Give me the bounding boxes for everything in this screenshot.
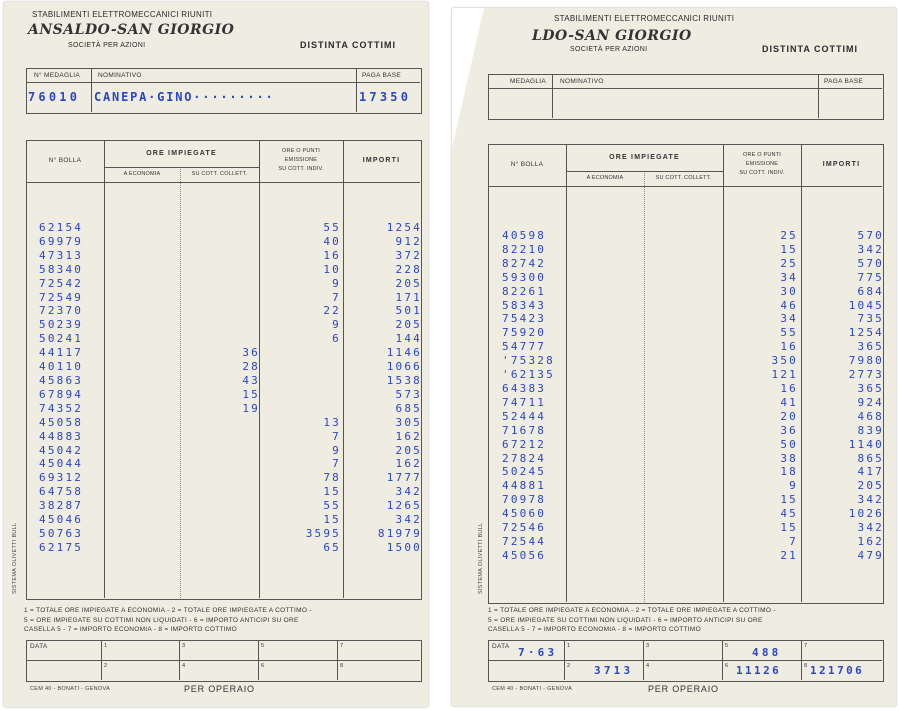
- importo-value: 1140: [848, 437, 884, 451]
- collett-hours: 19: [242, 401, 260, 415]
- left-document-sheet: [4, 2, 428, 707]
- indiv-points: 18: [780, 465, 798, 479]
- collett-hours: [242, 263, 260, 277]
- bolla-number: 82742: [502, 256, 547, 270]
- nominativo-label: NOMINATIVO: [98, 72, 142, 79]
- importo-value: 1265: [386, 499, 422, 513]
- importo-value: 912: [395, 234, 422, 248]
- bolla-number: 45863: [39, 373, 84, 387]
- medaglia-label-right: MEDAGLIA: [510, 78, 546, 85]
- indiv-points: 15: [323, 513, 341, 527]
- box-number-7: 7: [340, 643, 344, 649]
- box-number-3: 3: [182, 643, 186, 649]
- importo-value: 1500: [386, 540, 422, 554]
- collett-hours: [242, 541, 260, 555]
- data-label-right: DATA: [492, 643, 510, 650]
- importi-header: IMPORTI: [362, 157, 401, 164]
- bolla-number: 82261: [502, 284, 547, 298]
- bolla-number: '62135: [502, 368, 555, 382]
- bolla-number: 72542: [39, 276, 84, 290]
- indiv-points: 7: [332, 290, 341, 304]
- bolla-number: 58343: [502, 298, 547, 312]
- bolla-number: 45044: [39, 457, 84, 471]
- bolla-number: 82210: [502, 242, 547, 256]
- collett-hours: [242, 318, 260, 332]
- left-bolla-column: [39, 221, 83, 555]
- bolla-number: 52444: [502, 409, 547, 423]
- importo-value: 81979: [377, 526, 422, 540]
- box-number-4-right: 4: [646, 663, 650, 669]
- bolla-number: '75328: [502, 354, 555, 368]
- collett-hours: [242, 304, 260, 318]
- box-number-8: 8: [340, 663, 344, 669]
- bolla-number: 71678: [502, 423, 547, 437]
- bolla-number: 67212: [502, 437, 547, 451]
- indiv-points: 25: [780, 229, 798, 242]
- company-header-right: STABILIMENTI ELETTROMECCANICI RIUNITI: [554, 14, 735, 23]
- indiv-points: 50: [780, 437, 798, 451]
- indiv-points: 9: [332, 318, 341, 332]
- bolla-number: 74352: [39, 401, 84, 415]
- indiv-points: 15: [780, 242, 798, 256]
- indiv-points: [306, 402, 341, 416]
- indiv-points: 20: [780, 409, 798, 423]
- right-document-sheet: [452, 8, 896, 706]
- bolla-number: 45042: [39, 443, 84, 457]
- bolla-number: 50763: [39, 526, 84, 540]
- bolla-number: 40598: [502, 229, 547, 242]
- collett-hours: [242, 513, 260, 527]
- indiv-points: 36: [780, 423, 798, 437]
- right-indiv-column: [772, 229, 798, 563]
- bolla-number: 70978: [502, 493, 547, 507]
- right-bolla-column: [502, 229, 555, 563]
- indiv-points: 121: [771, 368, 798, 382]
- box5-value: 488: [752, 646, 782, 659]
- indiv-points: 34: [780, 270, 798, 284]
- indiv-points: 45: [780, 507, 798, 521]
- importo-value: 570: [857, 256, 884, 270]
- bolla-number: 45056: [502, 548, 547, 562]
- indiv-points: 16: [780, 381, 798, 395]
- legend-right: [488, 606, 776, 635]
- bolla-number: 69312: [39, 471, 84, 485]
- indiv-points: 7: [332, 457, 341, 471]
- collett-hours: [242, 485, 260, 499]
- totals-box: [26, 640, 422, 682]
- importo-value: 924: [857, 395, 884, 409]
- ore-punti-header-right-1: ORE O PUNTI: [743, 152, 781, 158]
- collett-hours: [242, 471, 260, 485]
- indiv-points: 21: [780, 548, 798, 562]
- indiv-points: [306, 346, 341, 360]
- company-logo: ANSALDO-SAN GIORGIO: [28, 22, 235, 38]
- indiv-points: 40: [323, 234, 341, 248]
- bolla-number: 72549: [39, 290, 84, 304]
- side-label: SISTEMA OLIVETTI BULL: [12, 522, 18, 594]
- bolla-number: 69979: [39, 234, 84, 248]
- a-economia-header-right: A ECONOMIA: [586, 175, 624, 181]
- bolla-number: 72546: [502, 521, 547, 535]
- indiv-points: [306, 360, 341, 374]
- bolla-number: 50245: [502, 465, 547, 479]
- indiv-points: 7: [789, 534, 798, 548]
- company-type: SOCIETÀ PER AZIONI: [68, 42, 146, 49]
- indiv-points: 65: [323, 540, 341, 554]
- legend: [24, 606, 312, 635]
- indiv-points: 6: [332, 332, 341, 346]
- ore-punti-header-2: EMISSIONE: [284, 157, 318, 163]
- legend-line-2: 5 = ORE IMPIEGATE SU COTTIMI NON LIQUIDATI - 6 = IMPORTO ANTICIPI SU ORE: [24, 616, 299, 624]
- bolla-number: 64758: [39, 485, 84, 499]
- importo-value: 365: [857, 340, 884, 354]
- importo-value: 205: [395, 318, 422, 332]
- footer-code: CEM 40 - BONATI - GENOVA: [30, 686, 111, 692]
- side-label-right: SISTEMA OLIVETTI BULL: [478, 522, 484, 594]
- ore-punti-header-3: SU COTT. INDIV.: [278, 166, 324, 172]
- ore-punti-header-right-3: SU COTT. INDIV.: [739, 170, 785, 176]
- ore-punti-header-1: ORE O PUNTI: [282, 148, 320, 154]
- bolla-number: 50239: [39, 318, 84, 332]
- collett-hours: [242, 291, 260, 305]
- importo-value: 1777: [386, 471, 422, 485]
- importo-value: 205: [395, 276, 422, 290]
- collett-hours: [242, 444, 260, 458]
- collett-hours: 36: [242, 346, 260, 360]
- collett-hours: [242, 457, 260, 471]
- importo-value: 1026: [848, 507, 884, 521]
- importo-value: 7980: [848, 354, 884, 368]
- su-cott-collett-header-right: SU COTT. COLLETT.: [655, 175, 712, 181]
- indiv-points: 55: [323, 499, 341, 513]
- ore-impiegate-header-right: ORE IMPIEGATE: [609, 154, 680, 161]
- bolla-number: 62175: [39, 540, 84, 554]
- box-number-4: 4: [182, 663, 186, 669]
- collett-hours: [242, 221, 260, 235]
- importo-value: 144: [395, 332, 422, 346]
- importo-value: 1146: [386, 346, 422, 360]
- paga-base-label: PAGA BASE: [362, 72, 402, 79]
- importo-value: 775: [857, 270, 884, 284]
- indiv-points: 7: [332, 429, 341, 443]
- bolla-number: 72370: [39, 304, 84, 318]
- indiv-points: 55: [323, 221, 341, 234]
- bolla-number: 45058: [39, 415, 84, 429]
- box-number-1-right: 1: [567, 643, 571, 649]
- box-number-2: 2: [104, 663, 108, 669]
- importo-value: 735: [857, 312, 884, 326]
- indiv-points: 3595: [305, 526, 341, 540]
- footer-code-right: CEM 40 - BONATI - GENOVA: [492, 686, 573, 692]
- bolla-number: 75423: [502, 312, 547, 326]
- right-importi-column: [849, 229, 884, 563]
- medaglia-value: 76010: [28, 90, 81, 104]
- importo-value: 479: [857, 548, 884, 562]
- indiv-points: 22: [323, 304, 341, 318]
- left-collett-column: [242, 221, 260, 555]
- su-cott-collett-header: SU COTT. COLLETT.: [191, 171, 248, 177]
- data-label: DATA: [30, 643, 48, 650]
- importi-header-right: IMPORTI: [822, 161, 861, 168]
- importo-value: 372: [395, 248, 422, 262]
- collett-hours: [242, 527, 260, 541]
- box-number-5: 5: [261, 643, 265, 649]
- indiv-points: 15: [780, 521, 798, 535]
- importo-value: 342: [857, 242, 884, 256]
- company-header: STABILIMENTI ELETTROMECCANICI RIUNITI: [32, 10, 213, 19]
- collett-hours: 43: [242, 373, 260, 387]
- indiv-points: 350: [771, 354, 798, 368]
- collett-hours: [242, 430, 260, 444]
- indiv-points: 15: [323, 485, 341, 499]
- date-value: 7·63: [518, 646, 558, 659]
- bolla-number: 38287: [39, 499, 84, 513]
- importo-value: 1254: [386, 221, 422, 234]
- importo-value: 162: [395, 429, 422, 443]
- importo-value: 171: [395, 290, 422, 304]
- indiv-points: 9: [332, 276, 341, 290]
- importo-value: 305: [395, 415, 422, 429]
- bolla-number: 72544: [502, 534, 547, 548]
- document-title-right: DISTINTA COTTIMI: [762, 44, 858, 54]
- importo-value: 417: [857, 465, 884, 479]
- box6-value: 11126: [736, 664, 782, 677]
- importo-value: 501: [395, 304, 422, 318]
- indiv-points: 13: [323, 415, 341, 429]
- bolla-number: 40110: [39, 360, 84, 374]
- importo-value: 684: [857, 284, 884, 298]
- importo-value: 205: [395, 443, 422, 457]
- bolla-number: 45060: [502, 507, 547, 521]
- n-bolla-header-right: N° BOLLA: [510, 161, 544, 168]
- importo-value: 342: [395, 485, 422, 499]
- document-title: DISTINTA COTTIMI: [300, 40, 396, 50]
- bolla-number: 58340: [39, 262, 84, 276]
- paga-base-value: 17350: [359, 90, 412, 104]
- indiv-points: 46: [780, 298, 798, 312]
- indiv-points: [306, 374, 341, 388]
- legend-line-1: 1 = TOTALE ORE IMPIEGATE A ECONOMIA - 2 = TOTALE ORE IMPIEGATE A COTTIMO -: [24, 607, 312, 614]
- nominativo-value: CANEPA·GINO·········: [94, 90, 275, 104]
- legend-right-line-3: CASELLA 5 - 7 = IMPORTO ECONOMIA - 8 = IMPORTO COTTIMO: [488, 626, 701, 633]
- importo-value: 685: [395, 401, 422, 415]
- left-indiv-column: [306, 221, 341, 555]
- importo-value: 573: [395, 387, 422, 401]
- n-bolla-header: N° BOLLA: [48, 157, 82, 164]
- bolla-number: 44883: [39, 429, 84, 443]
- importo-value: 162: [857, 534, 884, 548]
- bolla-number: 67894: [39, 387, 84, 401]
- indiv-points: 25: [780, 256, 798, 270]
- torn-corner: [452, 8, 484, 148]
- indiv-points: 9: [789, 479, 798, 493]
- collett-hours: 15: [242, 387, 260, 401]
- importo-value: 865: [857, 451, 884, 465]
- indiv-points: 34: [780, 312, 798, 326]
- importo-value: 839: [857, 423, 884, 437]
- collett-hours: [242, 277, 260, 291]
- importo-value: 342: [395, 513, 422, 527]
- indiv-points: 55: [780, 326, 798, 340]
- importo-value: 342: [857, 493, 884, 507]
- left-importi-column: [378, 221, 422, 555]
- ore-punti-header-right-2: EMISSIONE: [745, 161, 779, 167]
- box-number-1: 1: [104, 643, 108, 649]
- indiv-points: 16: [780, 340, 798, 354]
- indiv-points: 10: [323, 262, 341, 276]
- indiv-points: 15: [780, 493, 798, 507]
- indiv-points: 41: [780, 395, 798, 409]
- indiv-points: 78: [323, 471, 341, 485]
- indiv-points: 38: [780, 451, 798, 465]
- collett-hours: [242, 332, 260, 346]
- bolla-number: 44117: [39, 346, 84, 360]
- box2-value: 3713: [594, 664, 634, 677]
- importo-value: 1538: [386, 373, 422, 387]
- box-number-7-right: 7: [804, 643, 808, 649]
- a-economia-header: A ECONOMIA: [123, 171, 161, 177]
- indiv-points: [306, 388, 341, 402]
- bolla-number: 75920: [502, 326, 547, 340]
- bolle-table: [26, 140, 422, 600]
- collett-hours: 28: [242, 360, 260, 374]
- box-number-6-right: 6: [725, 663, 729, 669]
- indiv-points: 16: [323, 248, 341, 262]
- per-operaio-right: PER OPERAIO: [648, 684, 719, 694]
- nominativo-label-right: NOMINATIVO: [560, 78, 604, 85]
- box-number-6: 6: [261, 663, 265, 669]
- bolla-number: 64383: [502, 381, 547, 395]
- importo-value: 468: [857, 409, 884, 423]
- box-number-2-right: 2: [567, 663, 571, 669]
- bolla-number: 47313: [39, 248, 84, 262]
- box8-value: 121706: [810, 664, 865, 677]
- importo-value: 1045: [848, 298, 884, 312]
- importo-value: 162: [395, 457, 422, 471]
- box-number-3-right: 3: [646, 643, 650, 649]
- importo-value: 1254: [848, 326, 884, 340]
- importo-value: 1066: [386, 360, 422, 374]
- collett-hours: [242, 249, 260, 263]
- legend-right-line-1: 1 = TOTALE ORE IMPIEGATE A ECONOMIA - 2 = TOTALE ORE IMPIEGATE A COTTIMO -: [488, 607, 776, 614]
- bolla-number: 45046: [39, 513, 84, 527]
- company-type-right: SOCIETÀ PER AZIONI: [570, 46, 648, 53]
- per-operaio: PER OPERAIO: [184, 684, 255, 694]
- medaglia-label: N° MEDAGLIA: [34, 72, 80, 79]
- collett-hours: [242, 416, 260, 430]
- bolla-number: 44881: [502, 479, 547, 493]
- bolla-number: 50241: [39, 332, 84, 346]
- company-logo-right: LDO-SAN GIORGIO: [532, 28, 692, 44]
- collett-hours: [242, 235, 260, 249]
- collett-hours: [242, 499, 260, 513]
- importo-value: 570: [857, 229, 884, 242]
- legend-right-line-2: 5 = ORE IMPIEGATE SU COTTIMI NON LIQUIDATI - 6 = IMPORTO ANTICIPI SU ORE: [488, 616, 763, 624]
- ore-impiegate-header: ORE IMPIEGATE: [146, 150, 217, 157]
- box-number-8-right: 8: [804, 663, 808, 669]
- box-number-5-right: 5: [725, 643, 729, 649]
- indiv-points: 9: [332, 443, 341, 457]
- importo-value: 228: [395, 262, 422, 276]
- bolla-number: 62154: [39, 221, 84, 234]
- importo-value: 365: [857, 381, 884, 395]
- bolla-number: 54777: [502, 340, 547, 354]
- bolla-number: 59300: [502, 270, 547, 284]
- bolla-number: 74711: [502, 395, 547, 409]
- bolla-number: 27824: [502, 451, 547, 465]
- indiv-points: 30: [780, 284, 798, 298]
- importo-value: 2773: [848, 368, 884, 382]
- legend-line-3: CASELLA 5 - 7 = IMPORTO ECONOMIA - 8 = IMPORTO COTTIMO: [24, 626, 237, 633]
- paga-base-label-right: PAGA BASE: [824, 78, 864, 85]
- importo-value: 342: [857, 521, 884, 535]
- importo-value: 205: [857, 479, 884, 493]
